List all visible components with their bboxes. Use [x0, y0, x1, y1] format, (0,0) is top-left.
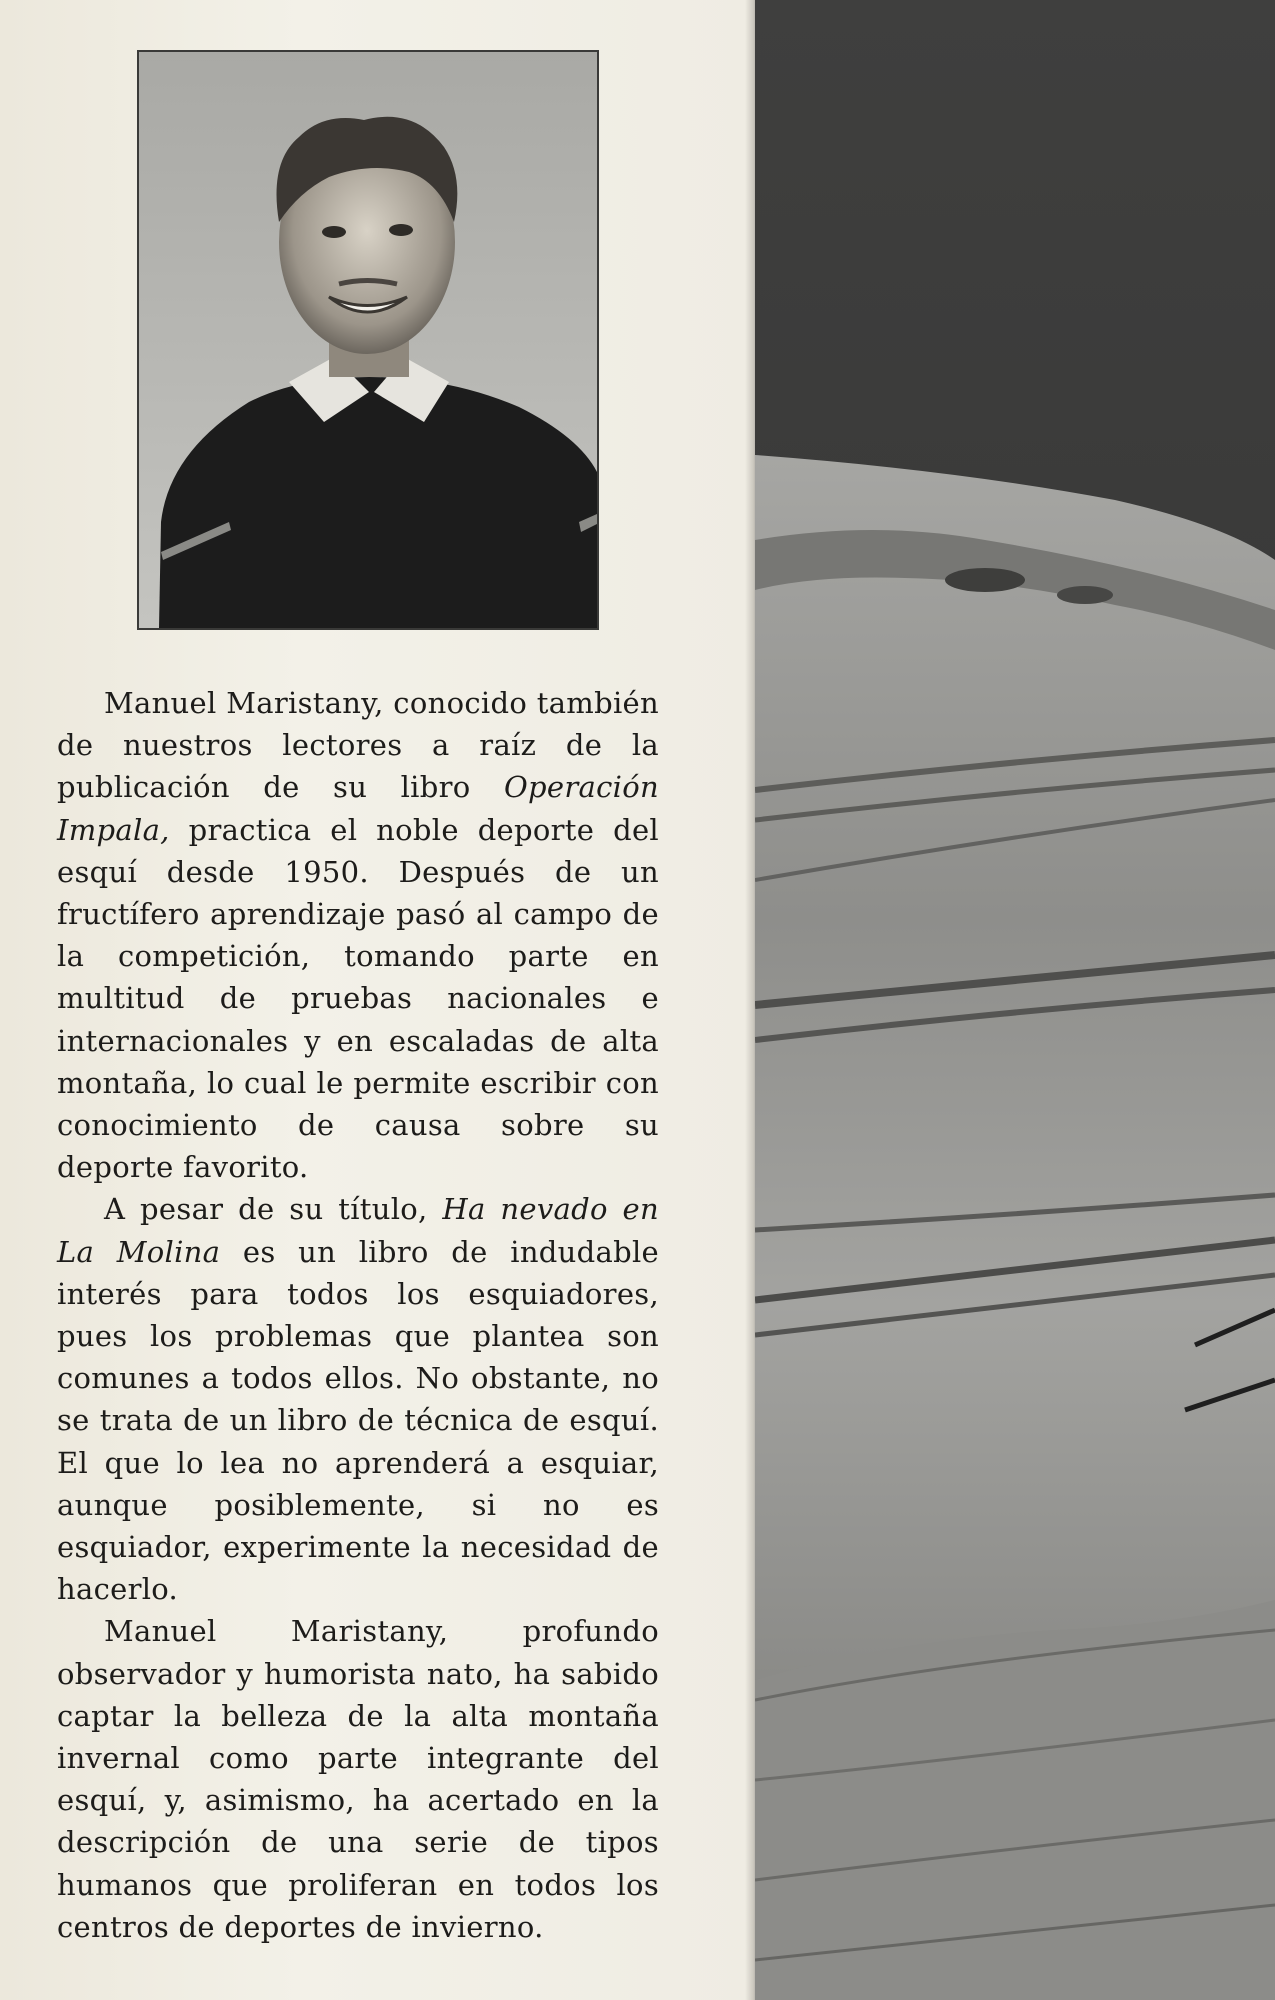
bio-paragraph-2	[57, 1188, 659, 1610]
snow-slope-photo	[755, 0, 1275, 2000]
bio-paragraph-1-intro: Manuel Maristany, conocido también de nuestros lectores a raíz de la publicación de su libro	[57, 686, 659, 805]
bio-paragraph-1-rest: practica el noble deporte del esquí desde 1950. Después de un fructífero aprendizaje pasó al campo de la competición, tomando parte en multitud de pruebas nacionales e internacionales y en escaladas de alta montaña, lo cual le permite escribir con conocimiento de causa sobre su deporte favorito.	[57, 812, 659, 1185]
book-title-ha-nevado-en-la-molina: Ha nevado en La Molina	[57, 1192, 659, 1269]
author-biography	[57, 682, 659, 1948]
cover-photograph	[755, 0, 1275, 2000]
bio-paragraph-1	[57, 682, 659, 1188]
author-portrait-photo	[139, 52, 597, 628]
bio-paragraph-2-rest: es un libro de indudable interés para todos los esquiadores, pues los problemas que plantea son comunes a todos ellos. No obstante, no se trata de un libro de técnica de esquí. El que lo lea no aprenderá a esquiar, aunque posiblemente, si no es esquiador, experimente la necesidad de hacerlo.	[57, 1234, 659, 1607]
book-title-operacion-impala: Operación Impala,	[57, 770, 659, 847]
bio-paragraph-3: Manuel Maristany, profundo observador y humorista nato, ha sabido captar la belleza de la alta montaña invernal como parte integrante del esquí, y, asimismo, ha acertado en la descripción de una serie de tipos humanos que proliferan en todos los centros de deportes de invierno.	[57, 1614, 659, 1944]
bio-paragraph-2-intro: A pesar de su título,	[104, 1192, 443, 1227]
author-portrait	[137, 50, 599, 630]
